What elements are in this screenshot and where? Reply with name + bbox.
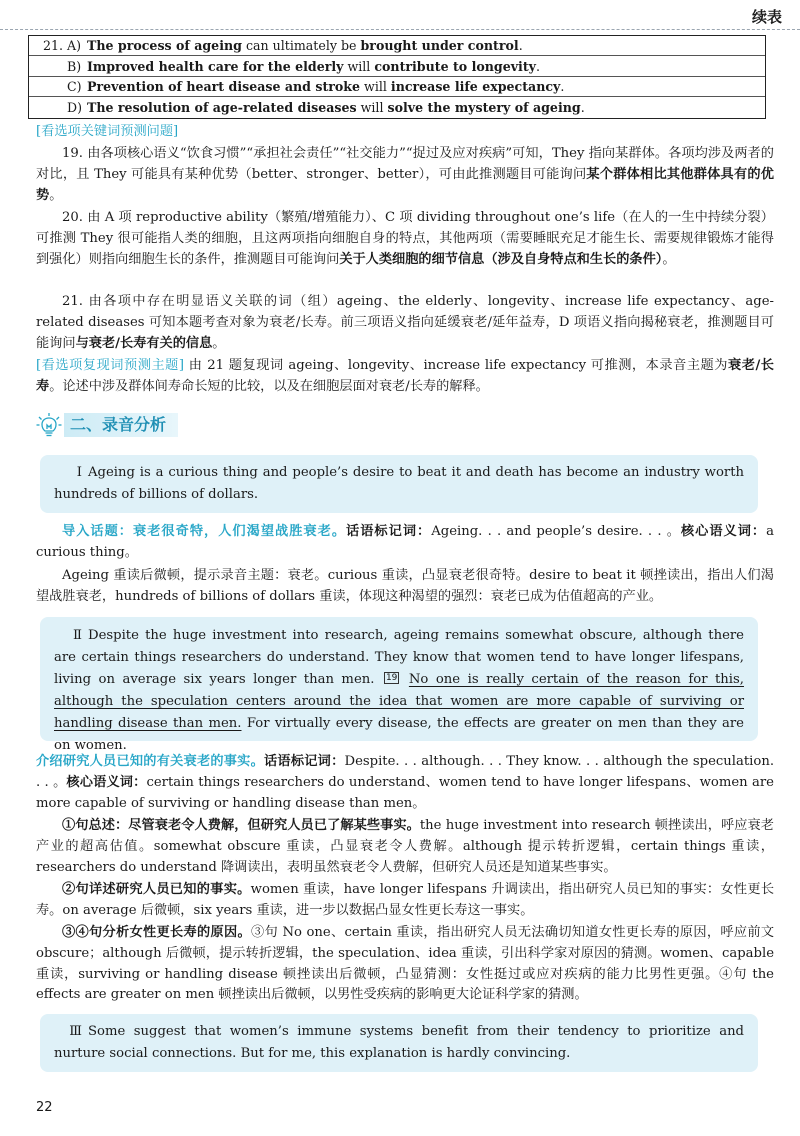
theme-text-tail: 。论述中涉及群体间寿命长短的比较，以及在细胞层面对衰老/长寿的解释。 xyxy=(49,378,489,394)
bold-segment: solve the mystery of ageing xyxy=(387,99,581,115)
markers: Despite. . . although. . . They know. . . although the speculation. . . 。 xyxy=(36,754,775,790)
text-segment: will xyxy=(343,58,375,74)
question-marker: 19 xyxy=(385,673,398,683)
text-segment: 。 xyxy=(212,335,226,351)
note-1-body: Ageing 重读后微顿，提示录音主题：衰老。curious 重读，凸显衰老很奇特。desire to beat it 顿挫读出，指出人们渴望战胜衰老，hundreds of billions of dollars 重读，体现这种渴望的强烈：衰老已成为估值超高的产业。 xyxy=(36,568,774,604)
option-a xyxy=(29,36,765,56)
sentence-summary: ②句详述研究人员已知的事实。 xyxy=(62,882,251,897)
option-letter: B) xyxy=(67,58,82,74)
page-number: 22 xyxy=(36,1100,53,1115)
option-letter: A) xyxy=(67,38,82,53)
text-segment: . xyxy=(518,38,523,53)
topic-tag: 介绍研究人员已知的有关衰老的事实。 xyxy=(36,754,265,769)
theme-paragraph xyxy=(36,356,774,398)
sentence-analysis: women 重读，have longer lifespans 升调读出，指出研究人员已知的事实：女性更长寿。on average 后微顿，six years 重读，进一步以数据凸显女性更长寿这一事实。 xyxy=(36,882,775,918)
topic-tag: 导入话题：衰老很奇特，人们渴望战胜衰老。 xyxy=(62,524,347,539)
text-segment: . xyxy=(535,58,540,74)
note-2-s3 xyxy=(36,923,774,1006)
option-c xyxy=(29,77,765,97)
option-text xyxy=(87,100,585,115)
text-segment: can ultimately be xyxy=(241,38,361,53)
analysis-19 xyxy=(36,144,774,206)
option-letter: D) xyxy=(67,99,83,115)
text-segment: will xyxy=(356,99,388,115)
passage-2 xyxy=(40,617,758,753)
analysis-20 xyxy=(36,208,774,270)
passage-3 xyxy=(40,1014,758,1072)
text-segment: will xyxy=(360,79,391,94)
bold-segment: 关于人类细胞的细节信息（涉及自身特点和生长的条件） xyxy=(339,251,663,267)
text-segment: 。 xyxy=(49,187,63,203)
text-segment: 20. 由 A 项 reproductive ability（繁殖/增殖能力）、C 项 dividing throughout one’s life（在人的一生中持续分裂）可推测 They 很可能指人类的细胞，且这两项指向细胞自身的特点，其他两项（需要睡眠充足才能生长、需要规律锻炼才能得到强化）则指向细胞生长的条件，推测题目可能询问 xyxy=(36,210,774,267)
text-segment: 21. 由各项中存在明显语义关联的词（组）ageing、the elderly、longevity、increase life expectancy、age-related diseases 可知本题考查对象为衰老/长寿。前三项语义指向延缓衰老/延年益寿，D 项语义指向揭秘衰老，推测题目可能询问 xyxy=(36,294,774,351)
passage-text: Ageing is a curious thing and people’s desire to beat it and death has become an industry worth hundreds of billions of dollars. xyxy=(54,465,744,502)
sentence-summary: ①句总述：尽管衰老令人费解，但研究人员已了解某些事实。 xyxy=(62,818,420,833)
top-divider xyxy=(0,29,800,30)
theme-text: 由 21 题复现词 ageing、longevity、increase life expectancy 可推测，本录音主题为 xyxy=(184,358,728,373)
option-b xyxy=(29,57,765,77)
sentence-analysis: the huge investment into research 顿挫读出，呼应衰老产业的超高估值。somewhat obscure 重读，凸显衰老令人费解。although 提示转折逻辑，certain things 重读，researchers do understand 降调读出，表明虽然衰老令人费解，但研究人员还是知道某些事实。 xyxy=(36,818,774,875)
markers-label: 话语标记词： xyxy=(264,754,345,769)
question-number: 21. xyxy=(43,38,64,53)
note-2-header xyxy=(36,752,774,814)
bold-segment: 与衰老/长寿有关的信息 xyxy=(75,335,213,351)
option-text xyxy=(87,59,540,74)
bold-segment: Prevention of heart disease and stroke xyxy=(87,79,361,94)
bold-segment: The process of ageing xyxy=(87,38,242,53)
option-d xyxy=(29,98,765,118)
core-label: 核心语义词： xyxy=(680,524,767,539)
text-segment: 19. 由各项核心语义“饮食习惯”“承担社会责任”“社交能力”“捉过及应对疾病”可知，They 指向某群体。各项均涉及两者的对比，且 They 可能具有某种优势（better、stronger、better），可由此推测题目可能询问 xyxy=(36,146,774,182)
passage-text: Some suggest that women’s immune systems benefit from their tendency to prioritize and nurture social connections. But for me, this explanation is hardly convincing. xyxy=(54,1024,744,1061)
markers: Ageing. . . and people’s desire. . . 。 xyxy=(431,524,681,539)
core-words: certain things researchers do understand、women tend to have longer lifespans、women are more capable of surviving or handling disease than men。 xyxy=(36,774,774,811)
paragraph-numeral: Ⅱ xyxy=(73,628,82,643)
text-segment: . xyxy=(580,99,585,115)
bold-segment: brought under control xyxy=(360,38,519,53)
analysis-21 xyxy=(36,292,774,354)
sentence-summary: ③④句分析女性更长寿的原因。 xyxy=(62,925,251,940)
bold-segment: The resolution of age-related diseases xyxy=(87,99,357,115)
bold-segment: Improved health care for the elderly xyxy=(87,58,344,74)
paragraph-numeral: Ⅲ xyxy=(69,1024,82,1039)
bold-segment: contribute to longevity xyxy=(374,58,536,74)
option-text xyxy=(87,79,564,94)
underlined-sentence: No one is really certain of the reason for this, although the speculation centers around the idea that women are more capable of surviving or handling disease than men. xyxy=(54,672,744,731)
option-letter: C) xyxy=(67,79,82,94)
bold-segment: 某个群体相比其他群体具有的优势 xyxy=(36,166,774,203)
options-box xyxy=(28,35,766,119)
passage-text: Despite the huge investment into research, ageing remains somewhat obscure, although there are certain things researchers do understand. They know that women tend to have longer lifespans, living on average six years longer than men. xyxy=(54,628,744,687)
theme-heading: [看选项复现词预测主题] xyxy=(36,358,185,373)
theme-bold: 衰老/长寿 xyxy=(36,358,774,394)
note-1-header xyxy=(36,522,774,564)
continued-label: 续表 xyxy=(751,8,782,26)
lightbulb-icon xyxy=(36,412,62,438)
section-header xyxy=(36,410,266,440)
core-words: a curious thing。 xyxy=(36,524,775,560)
section-title: 二、录音分析 xyxy=(64,413,178,437)
keyword-heading: [看选项关键词预测问题] xyxy=(36,124,179,139)
sentence-analysis: ③句 No one、certain 重读，指出研究人员无法确切知道女性更长寿的原因，呼应前文 obscure；although 后微顿，提示转折逻辑，the speculation、idea 重读，引出科学家对原因的猜测。women、capable 重读，surviving or handling disease 顿挫读出后微顿，凸显猜测：女性挺过或应对疾病的能力比男性更强。④句 the effects are greater on men 顿挫读出后微顿，以男性受疾病的影响更大论证科学家的猜测。 xyxy=(36,925,775,1003)
paragraph-numeral: Ⅰ xyxy=(76,465,82,480)
bold-segment: increase life expectancy xyxy=(390,79,561,94)
core-label: 核心语义词： xyxy=(66,774,147,790)
passage-text-tail: For virtually every disease, the effects are greater on men than they are on women. xyxy=(54,716,744,753)
note-2-s2 xyxy=(36,880,774,922)
note-2-s1 xyxy=(36,816,774,878)
option-text xyxy=(87,38,523,53)
text-segment: . xyxy=(560,79,565,94)
passage-1 xyxy=(40,455,758,513)
text-segment: 。 xyxy=(662,251,676,267)
markers-label: 话语标记词： xyxy=(346,524,432,539)
